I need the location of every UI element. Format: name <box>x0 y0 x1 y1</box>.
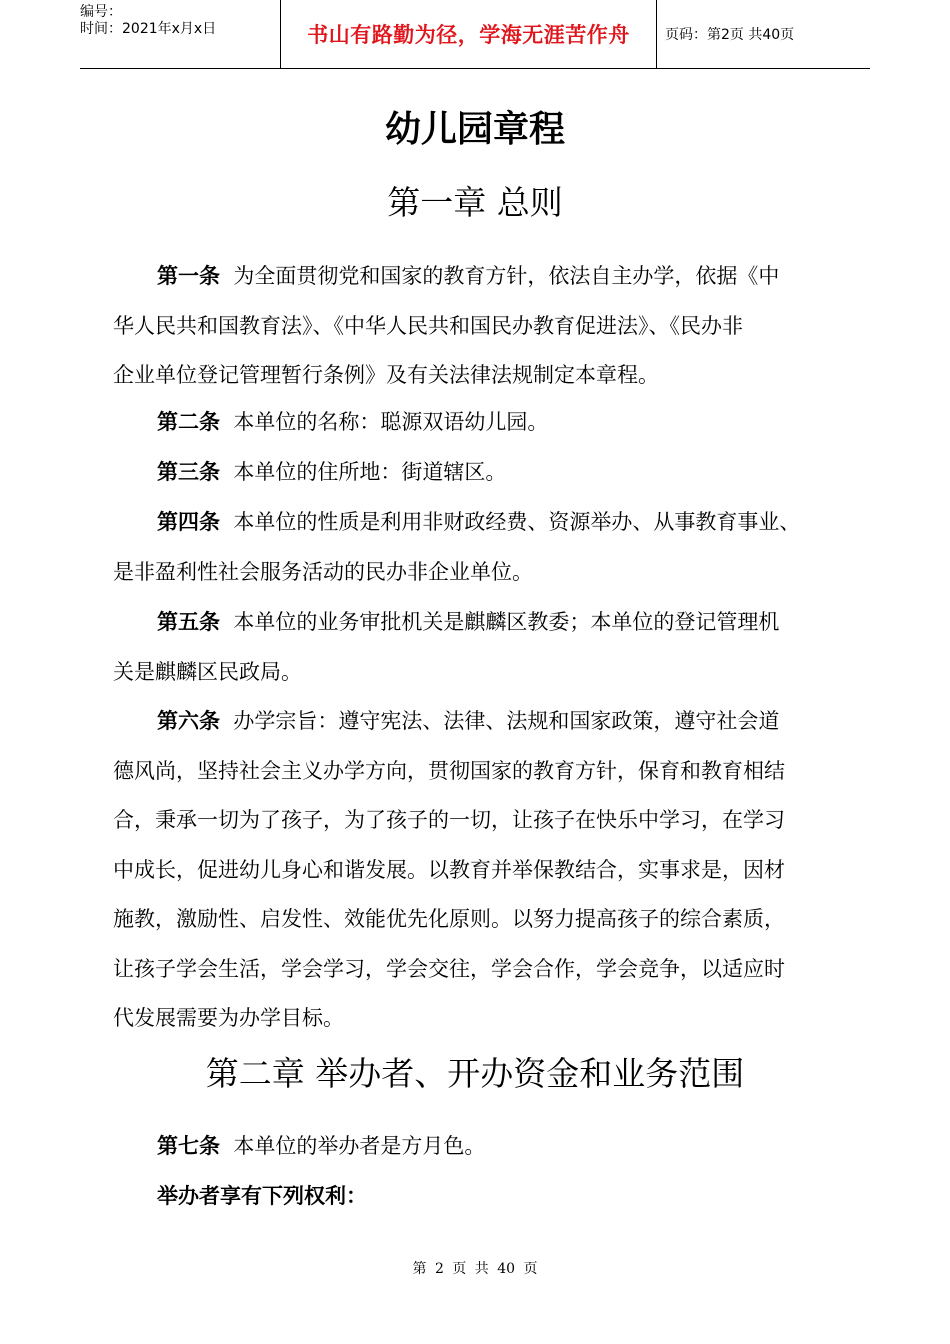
header-time: 时间：2021年x月x日 <box>80 21 217 37</box>
article-label: 举办者享有下列权利： <box>157 1184 367 1208</box>
article-text: 本单位的名称：聪源双语幼儿园。 <box>233 410 549 434</box>
article-line: 是非盈利性社会服务活动的民办非企业单位。 <box>113 559 533 584</box>
article-line <box>113 252 839 302</box>
article-line: 关是麒麟区民政局。 <box>113 659 302 684</box>
article-line <box>113 1122 839 1172</box>
chapter-heading: 第一章 总则 <box>387 183 563 222</box>
header-meta <box>80 0 280 72</box>
article-3 <box>113 448 839 498</box>
header-page-info: 页码：第2页 共40页 <box>665 27 795 43</box>
article-1 <box>113 252 839 401</box>
article-label: 第三条 <box>157 460 220 484</box>
article-text: 本单位的住所地：街道辖区。 <box>233 460 507 484</box>
article-line <box>113 398 839 448</box>
article-line: 让孩子学会生活，学会学习，学会交往，学会合作，学会竞争，以适应时 <box>113 956 785 981</box>
article-line <box>113 598 839 648</box>
article-line: 中成长，促进幼儿身心和谐发展。以教育并举保教结合，实事求是，因材 <box>113 857 785 882</box>
article-2 <box>113 398 839 448</box>
chapter-heading: 第二章 举办者、开办资金和业务范围 <box>205 1054 745 1093</box>
article-7 <box>113 1122 839 1172</box>
article-text: 为全面贯彻党和国家的教育方针，依法自主办学，依据《中 <box>233 264 780 288</box>
article-label: 第七条 <box>157 1134 220 1158</box>
article-label: 第一条 <box>157 264 220 288</box>
article-label: 第六条 <box>157 709 220 733</box>
article-line <box>113 697 839 747</box>
article-label: 第四条 <box>157 510 220 534</box>
article-line <box>113 448 839 498</box>
article-text: 本单位的举办者是方月色。 <box>233 1134 486 1158</box>
article-label: 第五条 <box>157 610 220 634</box>
article-line: 施教，激励性、启发性、效能优先化原则。以努力提高孩子的综合素质， <box>113 907 785 931</box>
article-4 <box>113 498 839 597</box>
article-line: 企业单位登记管理暂行条例》及有关法律法规制定本章程。 <box>113 363 659 387</box>
header-number: 编号： <box>80 4 122 20</box>
article-5 <box>113 598 839 697</box>
article-line: 合，秉承一切为了孩子，为了孩子的一切，让孩子在快乐中学习，在学习 <box>113 808 785 832</box>
article-line <box>113 1172 839 1222</box>
article-line: 德风尚，坚持社会主义办学方向，贯彻国家的教育方针，保育和教育相结 <box>113 758 785 783</box>
header-motto: 书山有路勤为径，学海无涯苦作舟 <box>280 0 657 68</box>
article-line <box>113 498 839 548</box>
rights-heading <box>113 1172 839 1222</box>
article-text: 本单位的业务审批机关是麒麟区教委；本单位的登记管理机 <box>233 610 780 634</box>
article-text: 本单位的性质是利用非财政经费、资源举办、从事教育事业、 <box>233 510 801 534</box>
article-6 <box>113 697 839 1044</box>
article-text: 办学宗旨：遵守宪法、法律、法规和国家政策，遵守社会道 <box>233 709 780 733</box>
page-footer: 第 2 页 共 40 页 <box>412 1261 538 1277</box>
article-line: 华人民共和国教育法》、《中华人民共和国民办教育促进法》、《民办非 <box>113 313 743 338</box>
article-label: 第二条 <box>157 410 220 434</box>
page-header <box>80 0 870 69</box>
document-title: 幼儿园章程 <box>384 109 565 150</box>
article-line: 代发展需要为办学目标。 <box>113 1006 344 1030</box>
